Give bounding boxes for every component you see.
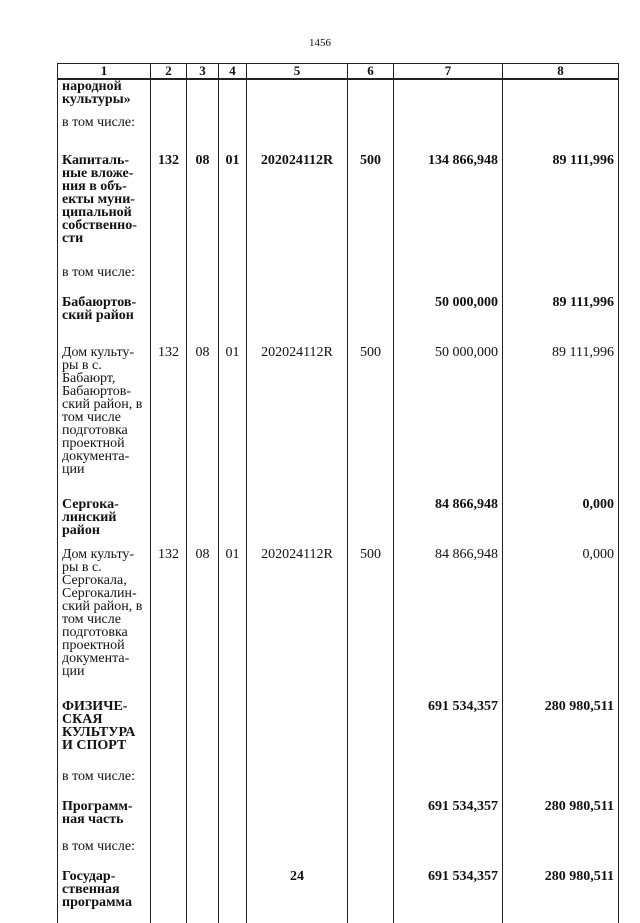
amount-2021-cell: 280 980,511 (503, 863, 619, 923)
name-cell: в том числе: (58, 833, 151, 863)
subsection-cell: 01 (219, 147, 247, 259)
code-cell (151, 863, 187, 923)
name-cell: Программ-ная часть (58, 793, 151, 833)
code-cell (151, 793, 187, 833)
expense-type-cell (348, 109, 394, 147)
target-article-cell (247, 833, 348, 863)
name-cell: ФИЗИЧЕ-СКАЯ КУЛЬТУРА И СПОРТ (58, 693, 151, 763)
subsection-cell: 01 (219, 541, 247, 693)
table-header-row (58, 64, 619, 80)
budget-table (57, 63, 619, 923)
header-col-3: 3 (187, 64, 219, 80)
expense-type-cell (348, 259, 394, 289)
amount-2021-cell: 280 980,511 (503, 793, 619, 833)
amount-2021-cell (503, 259, 619, 289)
code-cell: 132 (151, 339, 187, 491)
table-row (58, 693, 619, 763)
code-cell (151, 79, 187, 109)
amount-2021-cell (503, 763, 619, 793)
amount-2021-cell: 89 111,996 (503, 289, 619, 339)
amount-2021-cell: 0,000 (503, 541, 619, 693)
amount-2021-cell (503, 109, 619, 147)
amount-2021-cell: 89 111,996 (503, 339, 619, 491)
expense-type-cell (348, 79, 394, 109)
table-row (58, 541, 619, 693)
target-article-cell (247, 693, 348, 763)
header-col-5: 5 (247, 64, 348, 80)
amount-2020-cell (394, 259, 503, 289)
amount-2020-cell: 691 534,357 (394, 863, 503, 923)
table-row (58, 289, 619, 339)
code-cell (151, 693, 187, 763)
amount-2020-cell: 134 866,948 (394, 147, 503, 259)
amount-2021-cell: 280 980,511 (503, 693, 619, 763)
expense-type-cell (348, 863, 394, 923)
name-cell: народной культуры» (58, 79, 151, 109)
amount-2020-cell: 691 534,357 (394, 693, 503, 763)
target-article-cell: 202024112R (247, 147, 348, 259)
section-cell (187, 693, 219, 763)
name-cell: в том числе: (58, 109, 151, 147)
code-cell (151, 109, 187, 147)
amount-2020-cell: 84 866,948 (394, 541, 503, 693)
amount-2020-cell (394, 79, 503, 109)
code-cell (151, 833, 187, 863)
subsection-cell (219, 79, 247, 109)
table-row (58, 863, 619, 923)
code-cell (151, 289, 187, 339)
section-cell (187, 833, 219, 863)
name-cell: Сергока-линский район (58, 491, 151, 541)
section-cell: 08 (187, 339, 219, 491)
expense-type-cell (348, 693, 394, 763)
expense-type-cell: 500 (348, 147, 394, 259)
subsection-cell (219, 763, 247, 793)
target-article-cell (247, 259, 348, 289)
amount-2020-cell: 50 000,000 (394, 339, 503, 491)
section-cell: 08 (187, 541, 219, 693)
table-row (58, 79, 619, 109)
section-cell (187, 79, 219, 109)
subsection-cell (219, 863, 247, 923)
expense-type-cell (348, 833, 394, 863)
amount-2021-cell (503, 79, 619, 109)
amount-2020-cell (394, 763, 503, 793)
amount-2020-cell: 50 000,000 (394, 289, 503, 339)
name-cell: Бабаюртов-ский район (58, 289, 151, 339)
expense-type-cell (348, 491, 394, 541)
target-article-cell (247, 79, 348, 109)
table-row (58, 491, 619, 541)
subsection-cell (219, 289, 247, 339)
expense-type-cell: 500 (348, 339, 394, 491)
section-cell (187, 109, 219, 147)
subsection-cell (219, 793, 247, 833)
header-col-1: 1 (58, 64, 151, 80)
subsection-cell: 01 (219, 339, 247, 491)
amount-2020-cell (394, 109, 503, 147)
subsection-cell (219, 491, 247, 541)
target-article-cell: 202024112R (247, 339, 348, 491)
code-cell (151, 491, 187, 541)
section-cell (187, 763, 219, 793)
page-number: 1456 (309, 37, 331, 49)
section-cell (187, 259, 219, 289)
target-article-cell (247, 289, 348, 339)
code-cell (151, 763, 187, 793)
header-col-8: 8 (503, 64, 619, 80)
name-cell: Дом культу-ры в с. Бабаюрт, Бабаюртов-ский район, в том числе подготовка проектной документа-ции (58, 339, 151, 491)
section-cell (187, 793, 219, 833)
subsection-cell (219, 693, 247, 763)
name-cell: Дом культу-ры в с. Сергокала, Сергокалин-ский район, в том числе подготовка проектной документа-ции (58, 541, 151, 693)
header-col-4: 4 (219, 64, 247, 80)
target-article-cell (247, 793, 348, 833)
code-cell: 132 (151, 147, 187, 259)
subsection-cell (219, 833, 247, 863)
subsection-cell (219, 259, 247, 289)
amount-2020-cell: 84 866,948 (394, 491, 503, 541)
code-cell: 132 (151, 541, 187, 693)
header-col-7: 7 (394, 64, 503, 80)
target-article-cell (247, 109, 348, 147)
target-article-cell (247, 763, 348, 793)
table-row (58, 833, 619, 863)
table-row (58, 763, 619, 793)
table-row (58, 339, 619, 491)
section-cell: 08 (187, 147, 219, 259)
table-row (58, 109, 619, 147)
target-article-cell: 202024112R (247, 541, 348, 693)
table-row (58, 147, 619, 259)
name-cell: в том числе: (58, 763, 151, 793)
amount-2021-cell: 0,000 (503, 491, 619, 541)
header-col-2: 2 (151, 64, 187, 80)
section-cell (187, 491, 219, 541)
name-cell: Капиталь-ные вложе-ния в объ-екты муни-ципальной собственно-сти (58, 147, 151, 259)
section-cell (187, 289, 219, 339)
subsection-cell (219, 109, 247, 147)
amount-2020-cell (394, 833, 503, 863)
name-cell: в том числе: (58, 259, 151, 289)
target-article-cell: 24 (247, 863, 348, 923)
code-cell (151, 259, 187, 289)
target-article-cell (247, 491, 348, 541)
amount-2021-cell (503, 833, 619, 863)
amount-2020-cell: 691 534,357 (394, 793, 503, 833)
name-cell: Государ-ственная программа (58, 863, 151, 923)
expense-type-cell (348, 793, 394, 833)
expense-type-cell (348, 289, 394, 339)
expense-type-cell: 500 (348, 541, 394, 693)
table-row (58, 793, 619, 833)
expense-type-cell (348, 763, 394, 793)
header-col-6: 6 (348, 64, 394, 80)
section-cell (187, 863, 219, 923)
amount-2021-cell: 89 111,996 (503, 147, 619, 259)
table-row (58, 259, 619, 289)
